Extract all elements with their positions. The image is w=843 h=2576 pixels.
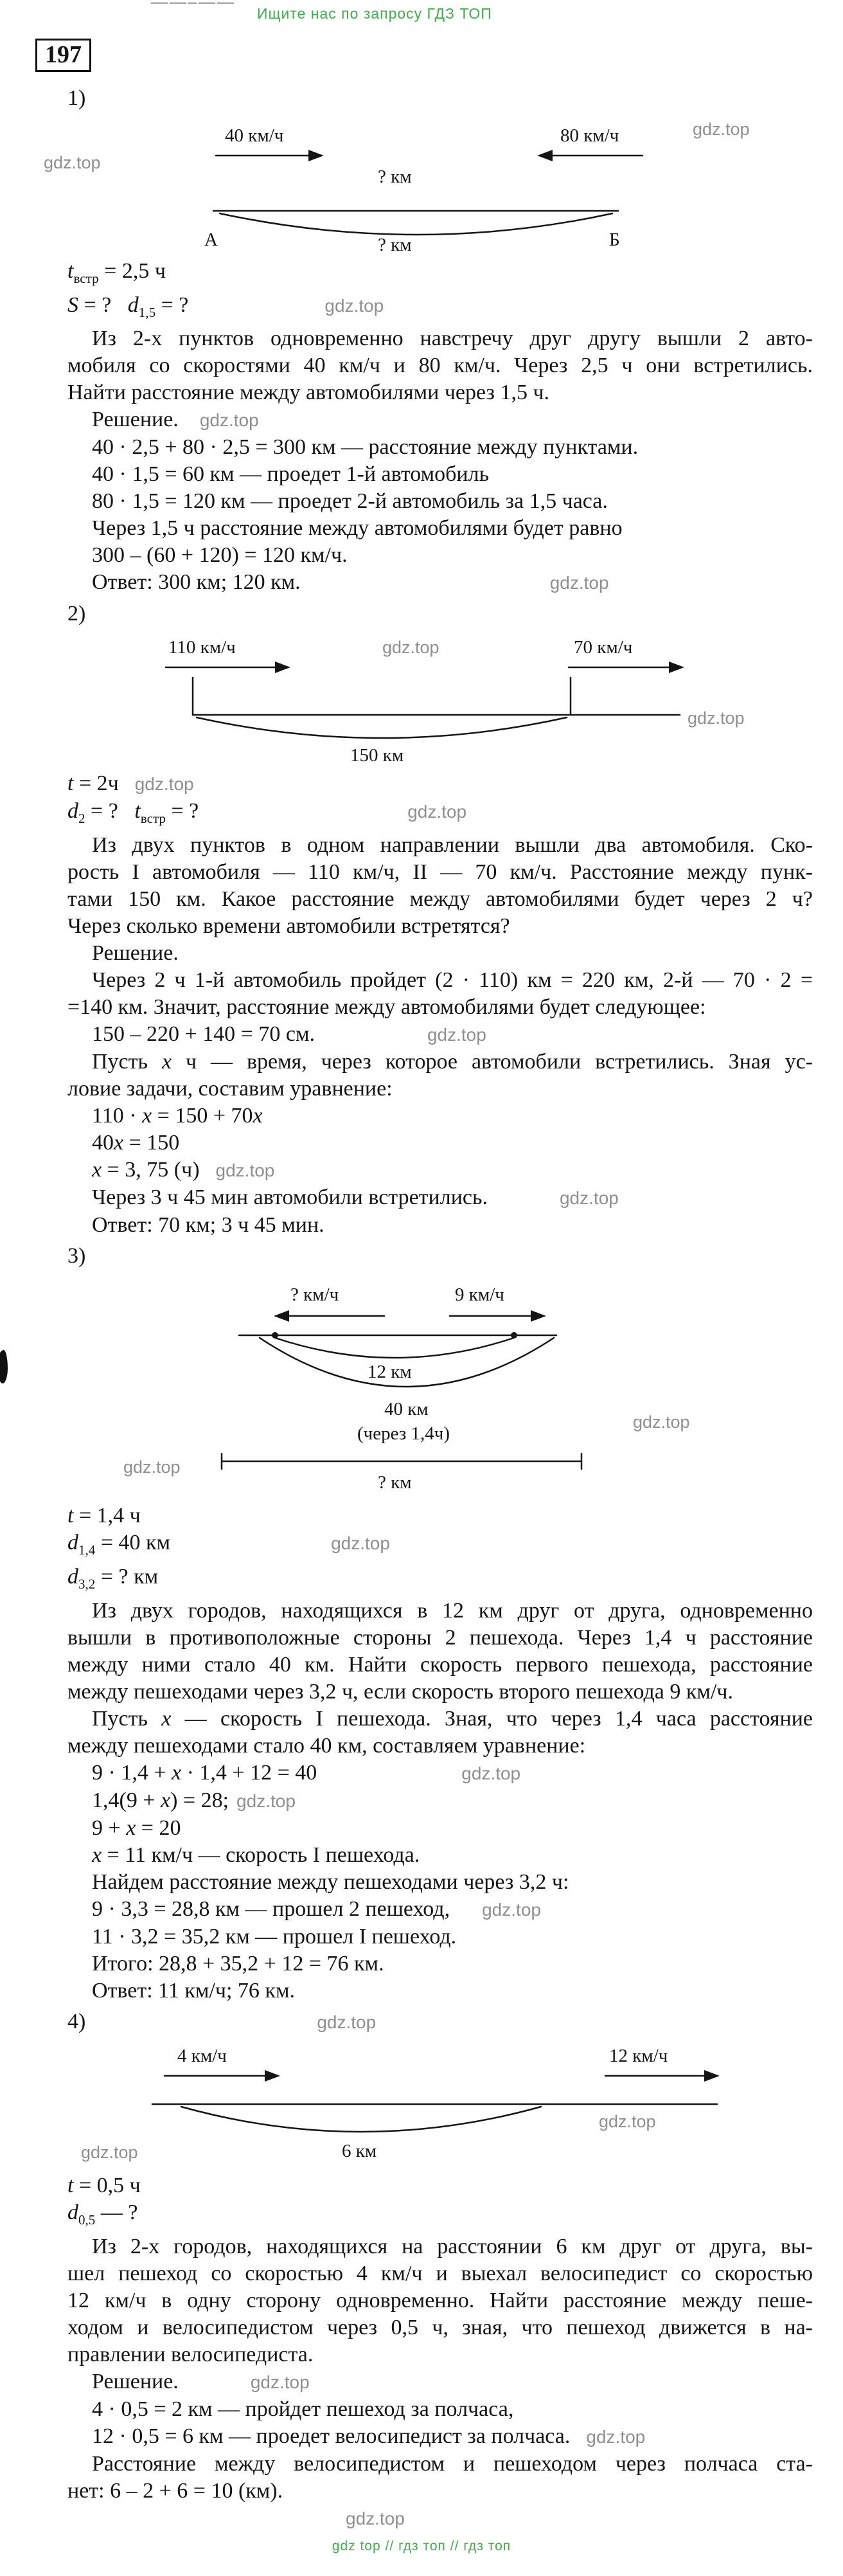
distance-label: 150 км [350,745,404,766]
arrow-right-icon [216,150,324,161]
arrow-right-icon [605,2070,720,2082]
text-line: 9 · 1,4 + х · 1,4 + 12 = 40 gdz.top [92,1760,521,1785]
text-line: 12 км/ч в одну сторону одновременно. Найти расстояние между пеше- [67,2288,813,2312]
trailing-watermark-line [67,2505,813,2532]
watermark: gdz.top [693,119,750,139]
solution-title [67,940,813,967]
equations [67,1103,813,1239]
text-line: тами 150 км. Какое расстояние между автомобилями будет через 2 ч? [67,887,813,912]
watermark: gdz.top [123,1457,181,1477]
problem-number-box [35,39,91,72]
scan-artifact: ——–—— [151,0,236,11]
arrow-left-icon [537,150,643,161]
text-line: $d_2$ = ? $t_{встр}$ = ? gdz.top [67,799,467,827]
text-line: Через сколько времени автомобили встретятся? [67,914,510,939]
diagram-2 [0,631,843,766]
problem-statement [67,325,813,406]
distance-label: 6 км [342,2140,377,2161]
subproblem-4-marker [67,2008,813,2036]
diagram-4 [0,2040,843,2168]
text-line: между пешеходами стало 40 км, составляем уравнение: [67,1733,586,1758]
text-line: Решение. gdz.top [92,2369,310,2393]
text-line: Найти расстояние между автомобилями через 1,5 ч. [67,381,550,405]
text-line: Из двух пунктов в одном направлении вышли два автомобиля. Ско- [92,833,813,858]
point-a-label: А [204,229,218,250]
distance-arc-small [275,1338,514,1358]
distance-arc [197,717,567,738]
text-line: t = 0,5 ч [67,2173,141,2197]
watermark: gdz.top [586,2426,646,2447]
problem-statement [67,2233,813,2368]
watermark: gdz.top [633,1412,690,1432]
problem-statement [67,1598,813,1706]
text-line: t = 2ч gdz.top [67,771,194,796]
header-note: Ищите нас по запросу ГДЗ ТОП [257,5,492,22]
speed-label-right: 9 км/ч [455,1284,504,1306]
given-data [67,258,813,326]
text-line: вышли в противоположные стороны 2 пешехода. Через 1,4 ч расстояние [67,1625,813,1650]
distance-arc [220,213,612,235]
text-line [67,2505,813,2532]
solution-steps [67,406,813,597]
solution-paragraph [67,967,813,1021]
speed-label-left: 110 км/ч [168,637,236,658]
text-line: Из двух городов, находящихся в 12 км друг от друга, одновременно [92,1598,813,1623]
text-line: 110 · х = 150 + 70х [92,1104,263,1128]
speed-label-left: 40 км/ч [225,125,284,146]
diagram-1 [0,116,843,254]
text-line: рость I автомобиля — 110 км/ч, II — 70 км/ч. Расстояние между пунк- [67,860,813,885]
text-line: между ними стало 40 км. Найти скорость первого пешехода, расстояние [67,1652,813,1677]
watermark: gdz.top [346,2508,405,2528]
text-line: 1,4(9 + х) = 28; gdz.top [92,1788,296,1812]
text-line: ходом и велосипедистом через 0,5 ч, зная, что пешеход движется в на- [67,2315,813,2339]
section-1 [44,85,813,597]
watermark: gdz.top [134,774,194,795]
watermark: gdz.top [599,2111,656,2131]
text-line: 150 – 220 + 140 = 70 см. gdz.top [92,1022,486,1047]
watermark: gdz.top [44,152,101,172]
point-b-label: Б [609,229,620,250]
problem-statement [67,832,813,940]
text-line: S = ? $d_{1,5}$ = ? gdz.top [67,293,384,320]
text-line: между пешеходами через 3,2 ч, если скорость второго пешехода 9 км/ч. [67,1679,733,1704]
problem-number: 197 [45,41,82,68]
given-data [67,2172,813,2233]
text-line: правлении велосипедиста. [67,2342,314,2366]
text-line: $t_{встр} = 2,5$ ч [67,258,166,286]
given-data [67,770,813,832]
equation-setup-paragraph [67,1706,813,1760]
distance-bottom-label: ? км [378,1472,412,1493]
distance-mid-note: (через 1,4ч) [357,1423,450,1445]
text-line: шел пешеход со скоростью 4 км/ч и выехал велосипедист со скоростью [67,2261,813,2285]
arrow-right-icon [166,662,290,673]
watermark: gdz.top [407,802,467,822]
section-2 [67,600,813,1239]
speed-label-left: 4 км/ч [177,2045,227,2066]
arrow-right-icon [164,2070,280,2082]
subproblem-3-marker: 3) [67,1244,86,1268]
watermark: gdz.top [549,573,609,593]
speed-label-right: 70 км/ч [574,637,633,658]
text-line: 80 · 1,5 = 120 км — проедет 2-й автомобиль за 1,5 часа. [92,489,608,514]
text-line: 9 · 3,3 = 28,8 км — прошел 2 пешеход, gdz.top [92,1896,541,1921]
solution-steps [67,2368,813,2451]
text-line: 4 · 0,5 = 2 км — пройдет пешеход за полчаса, [92,2397,514,2421]
distance-small-label: 12 км [368,1362,412,1383]
watermark: gdz.top [250,2372,310,2392]
text-line: Найдем расстояние между пешеходами через 3,2 ч: [92,1869,569,1894]
footer-watermark: gdz top // гдз топ // гдз топ [332,2539,511,2553]
given-data [67,1502,813,1598]
subproblem-2-marker: 2) [67,602,86,626]
speed-label-right: 80 км/ч [560,125,619,146]
text-line: Пусть х ч — время, через которое автомобили встретились. Зная ус- [92,1050,813,1074]
text-line: Итого: 28,8 + 35,2 + 12 = 76 км. [92,1951,384,1976]
watermark: gdz.top [482,1899,541,1920]
distance-bottom-label: ? км [378,234,412,255]
text-line: Пусть х — скорость I пешехода. Зная, что через 1,4 часа расстояние [92,1706,813,1731]
text-line: Ответ: 11 км/ч; 76 км. [92,1978,295,2003]
text-line: Решение. gdz.top [92,408,259,432]
text-line: х = 11 км/ч — скорость I пешехода. [92,1842,420,1867]
arrow-right-icon [569,662,684,673]
watermark: gdz.top [215,1160,275,1181]
watermark: gdz.top [688,708,745,728]
distance-mid-label: 40 км [384,1399,429,1420]
text-line: Через 1,5 ч расстояние между автомобилями будет равно [92,516,623,541]
text-line: $d_{1,4} = 40$ км gdz.top [67,1531,390,1558]
solution-result-line [67,1021,813,1049]
solution-final-paragraph [67,2451,813,2505]
distance-arc [181,2107,541,2132]
watermark: gdz.top [382,638,439,658]
text-line: Из 2-х пунктов одновременно навстречу друг другу вышли 2 авто- [92,327,813,351]
text-line: 300 – (60 + 120) = 120 км/ч. [92,543,348,568]
watermark: gdz.top [324,295,384,316]
watermark: gdz.top [461,1763,521,1783]
distance-top-label: ? км [378,166,412,187]
arrow-right-icon [450,1310,546,1322]
text-line: 40х = 150 [92,1131,180,1155]
watermark: gdz.top [317,2012,377,2032]
text-line: Через 2 ч 1-й автомобиль пройдет (2 · 110) км = 220 км, 2-й — 70 · 2 = [92,968,813,993]
text-line: Ответ: 70 км; 3 ч 45 мин. [92,1213,324,1238]
section-4 [67,2008,813,2532]
watermark: gdz.top [81,2142,138,2162]
text-line: 11 · 3,2 = 35,2 км — прошел I пешеход. [92,1924,457,1949]
text-line: $d_{0,5}$ — ? [67,2200,138,2228]
watermark: gdz.top [427,1025,486,1045]
text-line: Ответ: 300 км; 120 км. gdz.top [92,570,609,595]
text-line: 4) gdz.top [67,2009,377,2033]
equations [67,1760,813,2004]
equation-setup-paragraph [67,1049,813,1103]
watermark: gdz.top [331,1533,390,1554]
section-3 [67,1243,813,2004]
text-line: мобиля со скоростями 40 км/ч и 80 км/ч. Через 2,5 ч они встретились. [67,354,813,378]
text-line: 40 · 1,5 = 60 км — проедет 1-й автомобиль [92,462,490,487]
text-line: нет: 6 – 2 + 6 = 10 (км). [67,2478,283,2503]
text-line: 12 · 0,5 = 6 км — проедет велосипедист за полчаса. gdz.top [92,2424,646,2448]
watermark: gdz.top [236,1790,296,1811]
text-line: Расстояние между велосипедистом и пешеходом через полчаса ста- [92,2451,813,2476]
watermark: gdz.top [559,1188,619,1209]
text-line: 9 + х = 20 [92,1815,181,1840]
text-line: Решение. [92,941,179,966]
text-line: t = 1,4 ч [67,1504,141,1528]
text-line: ловие задачи, составим уравнение: [67,1077,393,1101]
text-line: х = 3, 75 (ч) gdz.top [92,1158,275,1182]
subproblem-1-marker: 1) [67,86,86,110]
speed-label-left: ? км/ч [290,1284,339,1306]
text-line: Из 2-х городов, находящихся на расстоянии 6 км друг от друга, вы- [92,2234,813,2258]
text-line: 40 · 2,5 + 80 · 2,5 = 300 км — расстояние между пунктами. [92,435,639,460]
diagram-3 [0,1274,843,1499]
text-line: =140 км. Значит, расстояние между автомобилями будет следующее: [67,995,706,1020]
speed-label-right: 12 км/ч [609,2045,668,2066]
text-line: Через 3 ч 45 мин автомобили встретились. gdz.top [92,1185,619,1210]
arrow-left-icon [274,1310,384,1322]
watermark: gdz.top [199,410,259,431]
text-line: $d_{3,2}$ = ? км [67,1564,159,1592]
